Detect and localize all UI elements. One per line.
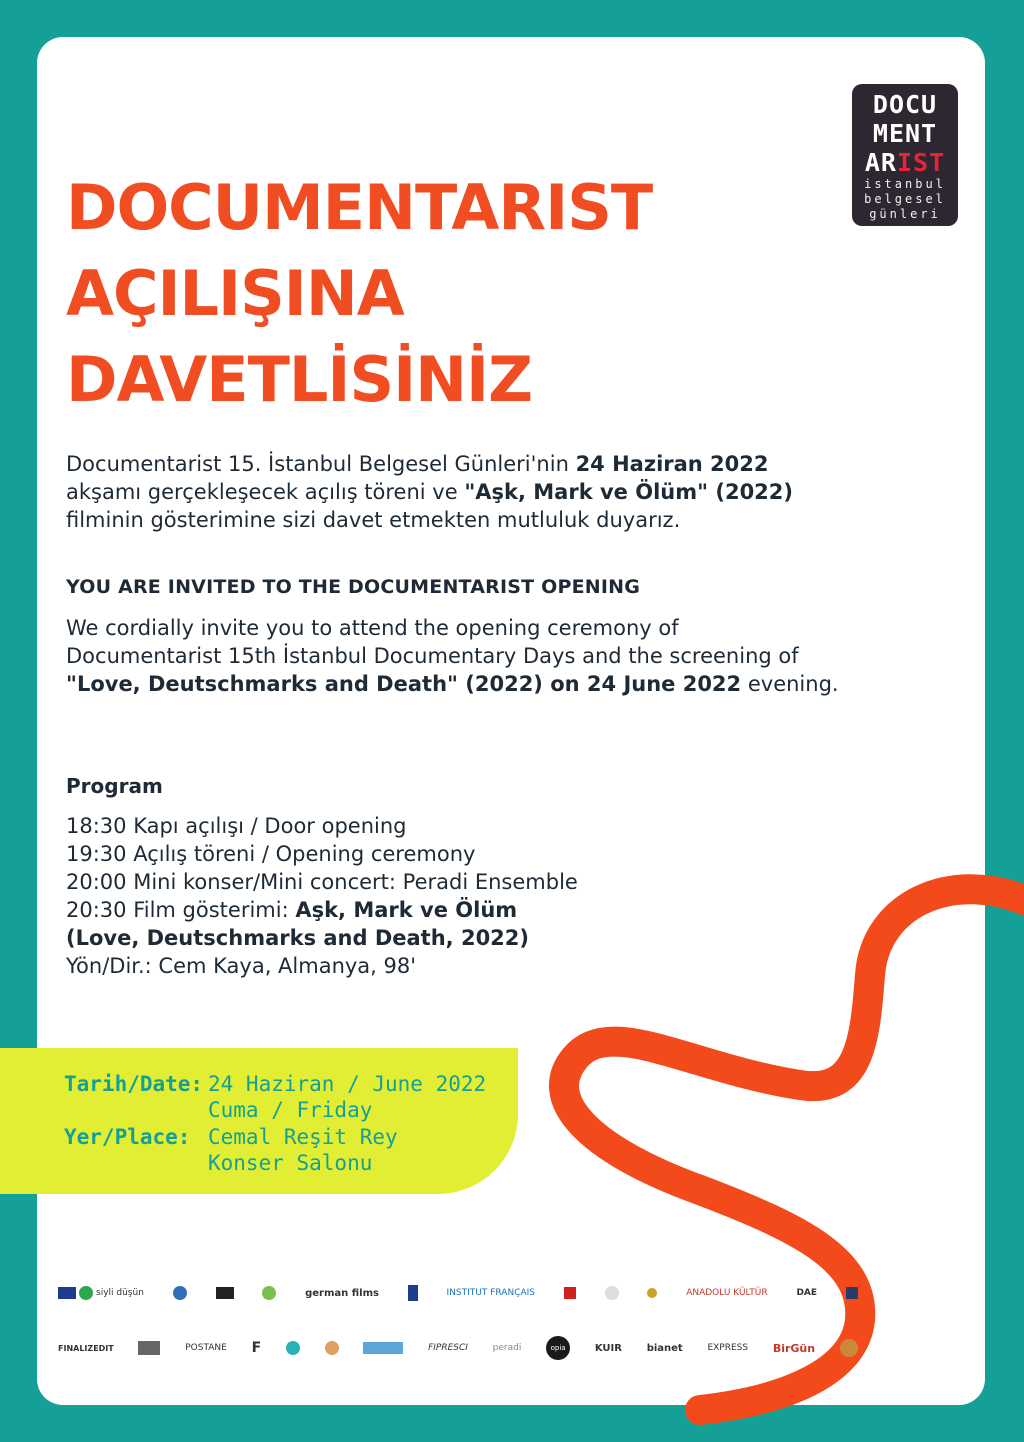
date-value: 24 Haziran / June 2022 (208, 1072, 487, 1096)
turkish-invitation-text: Documentarist 15. İstanbul Belgesel Günleri'nin 24 Haziran 2022 akşamı gerçekleşecek açılış töreni ve "Aşk, Mark ve Ölüm" (2022) filminin gösterimine sizi davet etmekten mutluluk duyarız. (66, 452, 793, 532)
sponsor-logo: FINALIZEDIT (58, 1343, 114, 1353)
title-line-3: DAVETLİSİNİZ (66, 343, 533, 416)
sponsor-logo: siyli düşün (58, 1286, 144, 1300)
sponsor-logo: ANADOLU KÜLTÜR (686, 1288, 768, 1298)
sponsor-logo (363, 1342, 403, 1354)
logo-line-1: DOCU (872, 90, 938, 119)
day-value: Cuma / Friday (208, 1098, 373, 1122)
logo-line-4: istanbul (864, 177, 946, 191)
sponsor-logo: bianet (646, 1342, 683, 1354)
title-line-1: DOCUMENTARIST (66, 171, 653, 244)
sponsor-logo (605, 1286, 619, 1300)
sponsor-logo (846, 1287, 858, 1299)
sponsor-logos-row-1 (58, 1285, 858, 1301)
sponsor-logo (840, 1339, 858, 1357)
english-heading: YOU ARE INVITED TO THE DOCUMENTARIST OPENING (66, 576, 641, 598)
sponsor-logo (138, 1341, 160, 1355)
title-line-2: AÇILIŞINA (66, 257, 404, 330)
sponsor-logo: INSTITUT FRANÇAIS (446, 1288, 536, 1298)
logo-line-2: MENT (872, 119, 938, 148)
documentarist-logo (852, 84, 958, 226)
program-item: 20:30 Film gösterimi: Aşk, Mark ve Ölüm (66, 898, 518, 922)
sponsor-logo: DAE (796, 1288, 818, 1298)
program-item: 19:30 Açılış töreni / Opening ceremony (66, 842, 476, 866)
place-value: Cemal Reşit Rey (208, 1125, 398, 1149)
place-value-2: Konser Salonu (208, 1151, 373, 1175)
program-item: 20:00 Mini konser/Mini concert: Peradi Ensemble (66, 870, 578, 894)
sponsor-logo: EXPRESS (707, 1343, 749, 1353)
program-heading: Program (66, 774, 163, 798)
sponsor-logo (325, 1341, 339, 1355)
sponsor-logo (564, 1287, 576, 1299)
sponsor-logo (286, 1341, 300, 1355)
program-item: Yön/Dir.: Cem Kaya, Almanya, 98' (66, 954, 417, 978)
sponsor-logo (408, 1285, 418, 1301)
sponsor-logo: KUIR (594, 1342, 622, 1354)
sponsor-logo: BirGün (772, 1341, 816, 1355)
sponsor-logo: POSTANE (185, 1343, 227, 1353)
sponsor-logo: FIPRESCI (428, 1343, 468, 1353)
sponsor-logo: peradi (492, 1343, 522, 1353)
place-label: Yer/Place: (64, 1125, 191, 1149)
logo-line-6: günleri (869, 207, 941, 221)
logo-line-3: ARIST (864, 148, 946, 177)
program-item: 18:30 Kapı açılışı / Door opening (66, 814, 407, 838)
sponsor-logo (262, 1286, 276, 1300)
sponsor-logo (647, 1288, 657, 1298)
sponsor-logos-row-2 (58, 1336, 858, 1360)
logo-line-5: belgesel (864, 192, 946, 206)
page-title (66, 165, 652, 423)
date-label: Tarih/Date: (64, 1072, 204, 1096)
sponsor-logo: F (251, 1340, 262, 1356)
program-item: (Love, Deutschmarks and Death, 2022) (66, 926, 530, 950)
sponsor-logo: german films (305, 1287, 379, 1299)
english-invitation-text: We cordially invite you to attend the opening ceremony of Documentarist 15th İstanbul Documentary Days and the screening of "Love, Deutschmarks and Death" (2022) on 24 June 2022 evening. (66, 616, 839, 696)
sponsor-logo (216, 1287, 234, 1299)
sponsor-logo (173, 1286, 187, 1300)
sponsor-logo: opia (546, 1336, 570, 1360)
program-list (66, 812, 766, 980)
